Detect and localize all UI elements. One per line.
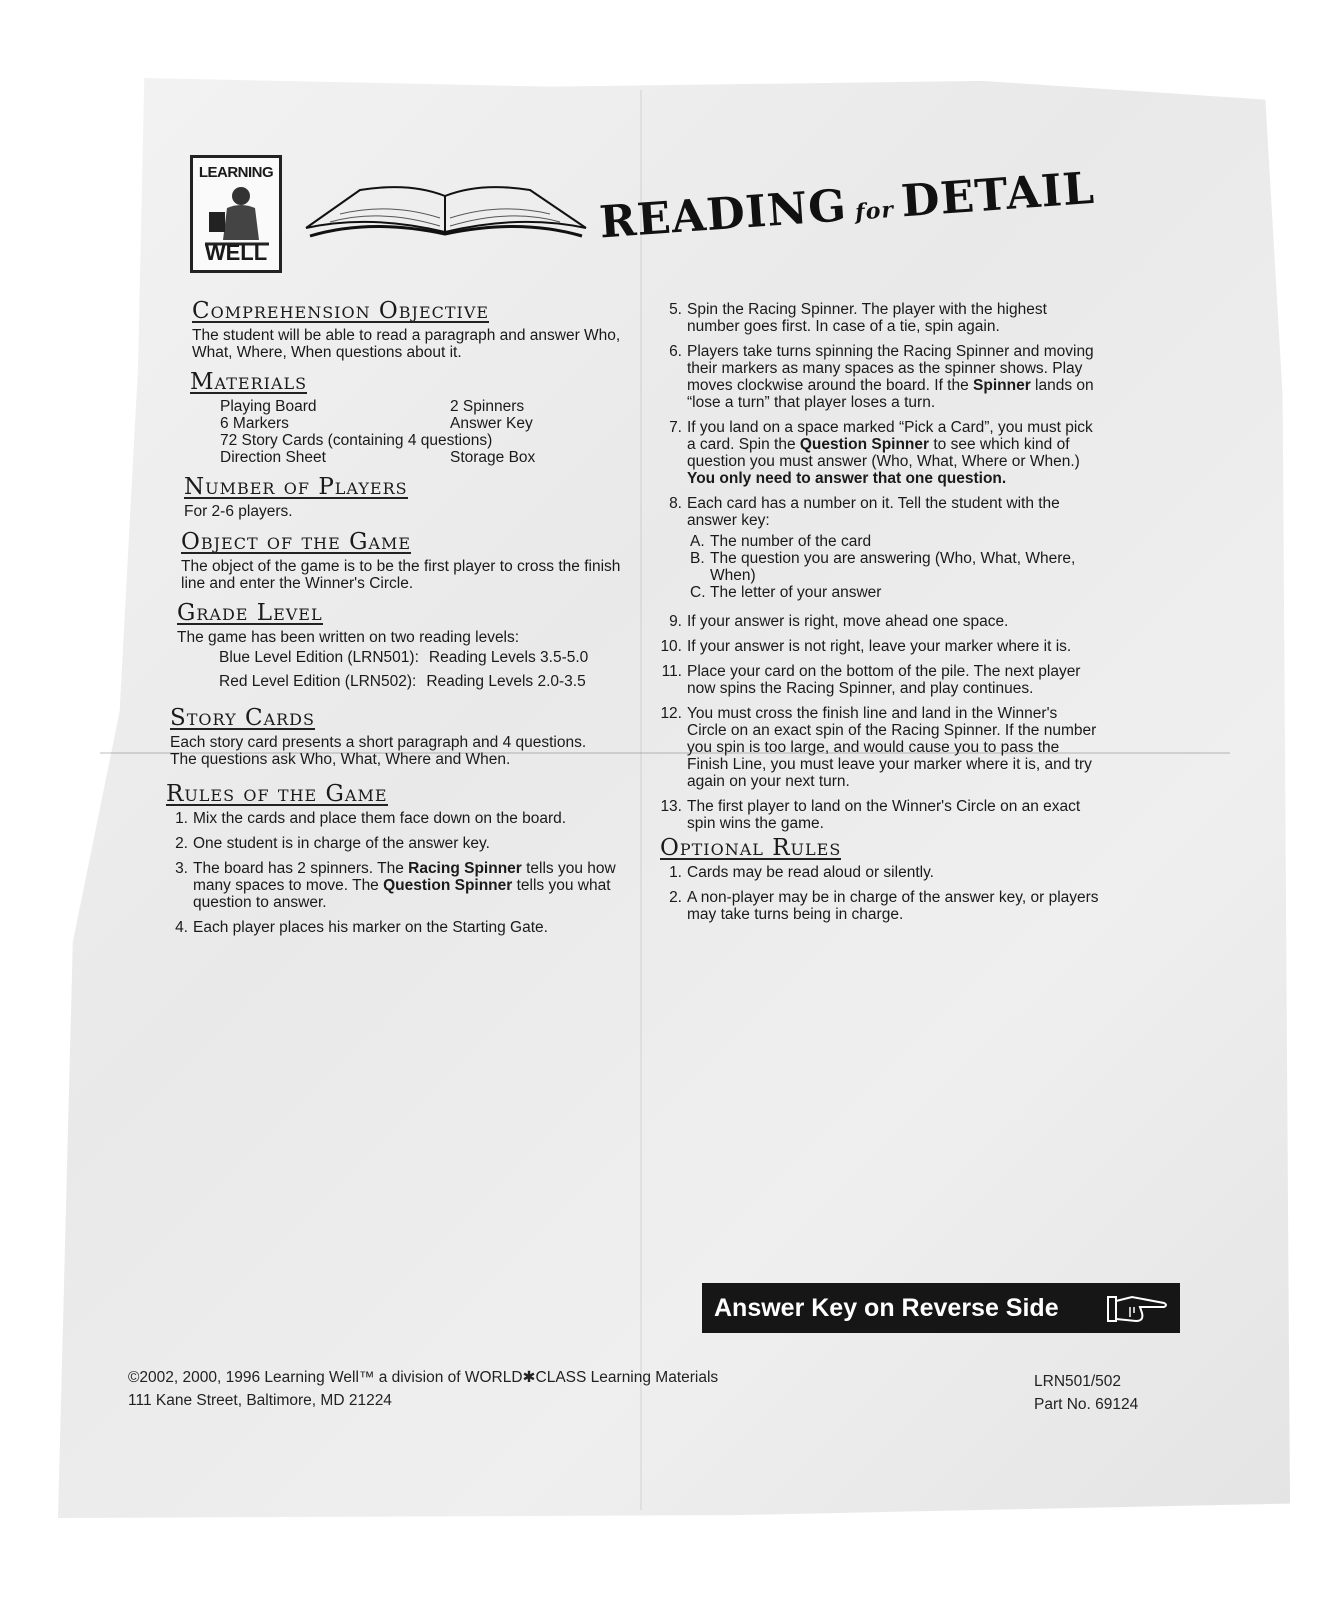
optional-rule-item <box>660 889 1100 923</box>
rule-number: 2. <box>175 835 188 852</box>
material-item: Storage Box <box>450 449 536 466</box>
rule-item <box>166 860 631 911</box>
rules-continued <box>660 301 1100 931</box>
rule-number: 1. <box>175 810 188 827</box>
rule-text-part: The board has 2 spinners. The <box>193 860 409 877</box>
rule-text: If your answer is not right, leave your marker where it is. <box>687 638 1072 655</box>
copyright-block <box>128 1366 718 1412</box>
optional-rules-list <box>660 864 1100 923</box>
rule-item <box>660 343 1100 411</box>
rule-text-part: Players take turns spinning the Racing Spinner and moving their markers as many spaces as the spinner shows. Play moves clockwise around the board. If the <box>687 343 1094 394</box>
rule-number: 11. <box>661 663 682 680</box>
copyright-line: ©2002, 2000, 1996 Learning Well™ a division of WORLD✱CLASS Learning Materials <box>128 1369 719 1386</box>
text-comprehension: The student will be able to read a paragraph and answer Who, What, Where, When questions about it. <box>192 327 621 361</box>
rule-text-part: tells you what question to answer. <box>193 877 611 911</box>
heading-players: Number of Players <box>184 474 408 500</box>
title-reading: READING <box>597 180 849 249</box>
level-name: Red Level Edition (LRN502): <box>219 673 417 690</box>
rule-number: 8. <box>669 495 682 512</box>
rules-list <box>166 810 631 936</box>
level-name: Blue Level Edition (LRN501): <box>219 649 419 666</box>
rule-bold-racing-spinner: Racing Spinner <box>408 860 522 877</box>
text-story: Each story card presents a short paragraph and 4 questions. The questions ask Who, What, Where and When. <box>170 734 587 768</box>
sub-item <box>690 550 1100 584</box>
level-row <box>219 646 647 670</box>
material-item: 6 Markers <box>220 415 289 432</box>
sub-letter: A. <box>690 533 705 550</box>
material-item: 2 Spinners <box>450 398 525 415</box>
rule-text: Each player places his marker on the Starting Gate. <box>193 919 548 936</box>
sub-text: The question you are answering (Who, What, Where, When) <box>710 550 1076 584</box>
sub-text: The letter of your answer <box>710 584 882 601</box>
rule-item <box>166 919 631 936</box>
section-players <box>184 474 624 520</box>
rule-number: 2. <box>669 889 682 906</box>
pointing-hand-icon <box>1106 1291 1168 1325</box>
rule-text: Each card has a number on it. Tell the student with the answer key: <box>687 495 1060 529</box>
heading-grade: Grade Level <box>177 600 323 626</box>
sub-letter: C. <box>690 584 706 601</box>
banner-text: Answer Key on Reverse Side <box>714 1294 1059 1322</box>
rule-bold-one-question: You only need to answer that one question. <box>687 470 1007 487</box>
rule-text: One student is in charge of the answer key. <box>193 835 490 852</box>
section-optional <box>660 835 1100 923</box>
part-number: Part No. 69124 <box>1034 1396 1139 1413</box>
rule-item <box>660 419 1100 487</box>
address-line: 111 Kane Street, Baltimore, MD 21224 <box>128 1392 392 1409</box>
heading-materials: Materials <box>190 369 308 395</box>
rule-bold-question-spinner: Question Spinner <box>799 436 930 453</box>
level-value: Reading Levels 2.0-3.5 <box>426 673 586 690</box>
rule-text-part: tells you how many spaces to move. The <box>193 860 616 894</box>
materials-list <box>220 398 630 466</box>
text-players: For 2-6 players. <box>184 503 293 520</box>
section-materials <box>190 369 630 466</box>
sub-text: The number of the card <box>710 533 872 550</box>
rule-text-part: to see which kind of question you must answer (Who, What, Where or When.) <box>687 436 1080 470</box>
rule-item <box>660 798 1100 832</box>
logo-bottom-text: WELL <box>204 240 268 265</box>
section-story <box>170 705 615 768</box>
material-item: Direction Sheet <box>220 449 326 466</box>
section-object <box>181 529 636 592</box>
rule-text: You must cross the finish line and land in the Winner's Circle on an exact spin of the Racing Spinner. If the number you spin is too large, and would cause you to pass the Finish Line, you must leave your marker where it is, and try again on your next turn. <box>687 705 1097 790</box>
rule-text <box>687 343 1100 411</box>
teacher-figure-icon <box>201 182 273 248</box>
logo-top-text: LEARNING <box>198 164 274 181</box>
text-object: The object of the game is to be the first player to cross the finish line and enter the Winner's Circle. <box>181 558 621 592</box>
answer-key-sublist <box>690 533 1100 601</box>
open-book-icon <box>300 178 590 248</box>
heading-comprehension: Comprehension Objective <box>192 298 490 324</box>
heading-optional: Optional Rules <box>660 835 842 861</box>
rule-number: 7. <box>669 419 682 436</box>
material-item: Playing Board <box>220 398 317 415</box>
rule-item <box>660 705 1100 790</box>
material-item: Answer Key <box>450 415 533 432</box>
rule-text <box>687 419 1100 487</box>
part-number-block <box>1034 1370 1138 1416</box>
rule-item <box>660 301 1100 335</box>
rule-number: 10. <box>660 638 682 655</box>
rule-item <box>166 835 631 852</box>
rule-text: A non-player may be in charge of the answer key, or players may take turns being in charge. <box>687 889 1099 923</box>
rule-item <box>166 810 631 827</box>
rule-text: Place your card on the bottom of the pile. The next player now spins the Racing Spinner, and play continues. <box>687 663 1081 697</box>
rule-text-part: lands on “lose a turn” that player loses a turn. <box>687 377 1094 411</box>
rule-bold-question-spinner: Question Spinner <box>383 877 513 894</box>
section-rules <box>166 781 631 944</box>
product-code: LRN501/502 <box>1034 1373 1122 1390</box>
rule-text: The first player to land on the Winner's Circle on an exact spin wins the game. <box>687 798 1081 832</box>
rule-number: 4. <box>175 919 188 936</box>
rules-list-continued <box>660 301 1100 832</box>
rule-text: Cards may be read aloud or silently. <box>687 864 934 881</box>
rule-text: If your answer is right, move ahead one space. <box>687 613 1009 630</box>
rule-text <box>193 860 631 911</box>
rule-number: 9. <box>669 613 682 630</box>
heading-story: Story Cards <box>170 705 315 731</box>
rule-text-part: If you land on a space marked “Pick a Card”, you must pick a card. Spin the <box>687 419 1093 453</box>
rule-item <box>660 663 1100 697</box>
text-grade: The game has been written on two reading levels: <box>177 629 520 646</box>
rule-number: 3. <box>175 860 188 877</box>
level-row <box>219 670 647 694</box>
learning-well-logo <box>190 155 282 273</box>
material-item: 72 Story Cards (containing 4 questions) <box>220 432 493 449</box>
rule-item <box>660 495 1100 605</box>
rule-number: 12. <box>660 705 682 722</box>
rule-text: Spin the Racing Spinner. The player with the highest number goes first. In case of a tie, spin again. <box>687 301 1047 335</box>
title-for: for <box>854 196 895 226</box>
section-grade <box>177 600 647 694</box>
heading-object: Object of the Game <box>181 529 412 555</box>
rule-item <box>660 613 1100 630</box>
rule-text: Mix the cards and place them face down on the board. <box>193 810 567 827</box>
level-value: Reading Levels 3.5-5.0 <box>428 649 589 666</box>
sub-letter: B. <box>690 550 705 567</box>
section-comprehension <box>192 298 632 361</box>
optional-rule-item <box>660 864 1100 881</box>
title-detail: DETAIL <box>899 162 1097 228</box>
sub-item <box>690 584 1100 601</box>
heading-rules: Rules of the Game <box>166 781 388 807</box>
rule-item <box>660 638 1100 655</box>
rule-number: 1. <box>669 864 682 881</box>
rule-number: 6. <box>669 343 682 360</box>
rule-number: 13. <box>660 798 682 815</box>
rule-bold-spinner: Spinner <box>973 377 1031 394</box>
answer-key-banner <box>702 1283 1180 1333</box>
rule-number: 5. <box>669 301 682 318</box>
fold-crease-vertical <box>640 90 642 1510</box>
sub-item <box>690 533 1100 550</box>
